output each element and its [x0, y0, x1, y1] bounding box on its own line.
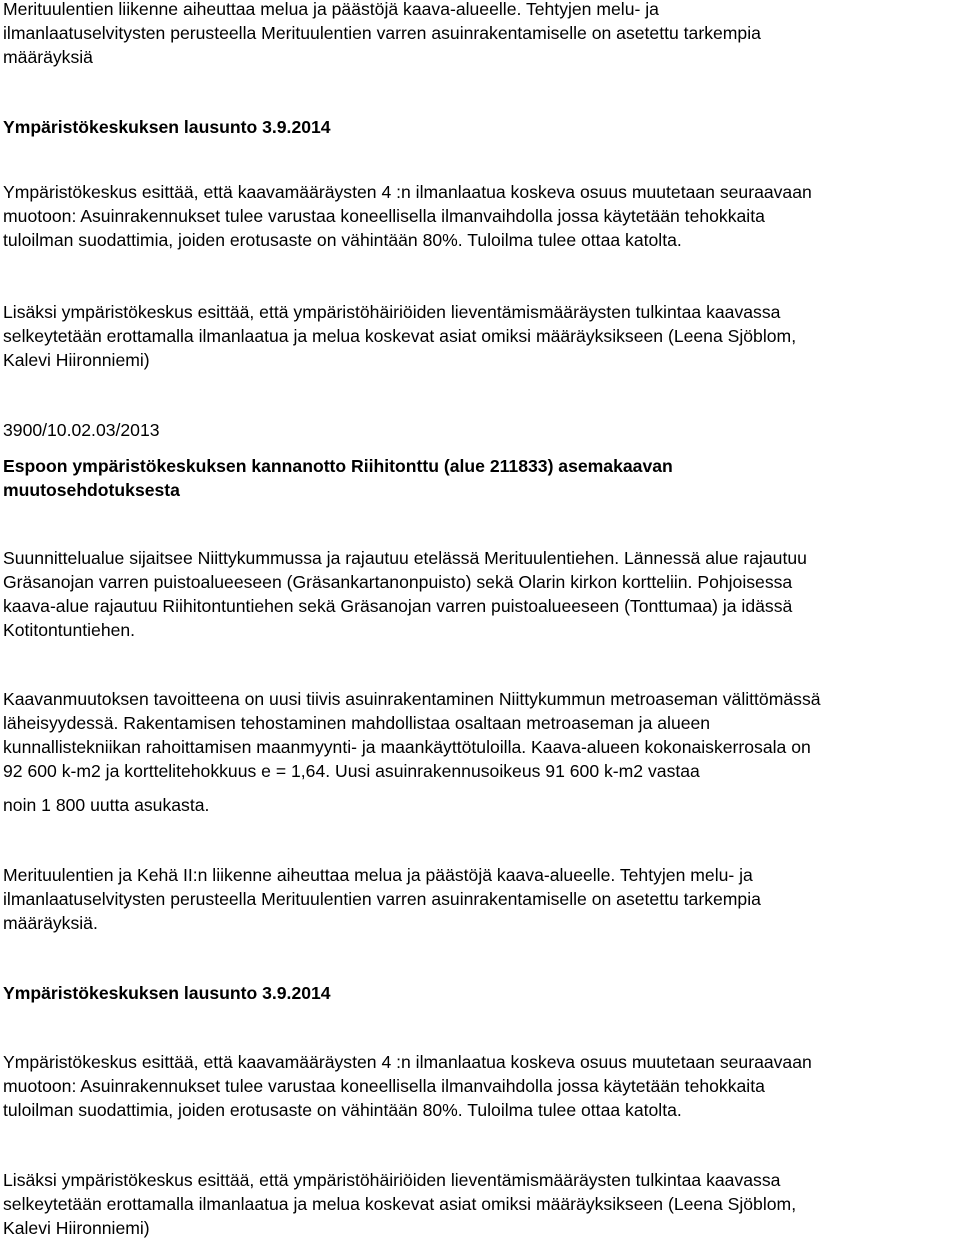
text-line: Ympäristökeskus esittää, että kaavamääräysten 4 :n ilmanlaatua koskeva osuus muutetaan seuraavaan — [3, 1052, 812, 1072]
text-line: tuloilman suodattimia, joiden erotusaste on vähintään 80%. Tuloilma tulee ottaa katolta. — [3, 1100, 682, 1120]
intro-paragraph — [3, 0, 960, 69]
text-line: kunnallistekniikan rahoittamisen maanmyynti- ja maankäyttötuloilla. Kaava-alueen kokonaiskerrosala on — [3, 737, 811, 757]
statement-paragraph — [3, 300, 960, 372]
title-line: Espoon ympäristökeskuksen kannanotto Riihitonttu (alue 211833) asemakaavan — [3, 456, 673, 476]
text-line: tuloilman suodattimia, joiden erotusaste on vähintään 80%. Tuloilma tulee ottaa katolta. — [3, 230, 682, 250]
statement-paragraph — [3, 1050, 960, 1122]
statement-heading: Ympäristökeskuksen lausunto 3.9.2014 — [3, 983, 331, 1003]
text-line: määräyksiä — [3, 47, 93, 67]
text-line: Lisäksi ympäristökeskus esittää, että ympäristöhäiriöiden lieventämismääräysten tulkintaa kaavassa — [3, 302, 781, 322]
text-line: ilmanlaatuselvitysten perusteella Merituulentien varren asuinrakentamiselle on asetettu tarkempia — [3, 889, 761, 909]
text-line: Suunnittelualue sijaitsee Niittykummussa ja rajautuu etelässä Merituulentiehen. Lännessä alue rajautuu — [3, 548, 807, 568]
statement-paragraph — [3, 1168, 960, 1240]
residents-line: noin 1 800 uutta asukasta. — [3, 795, 210, 815]
text-line: Kalevi Hiironniemi) — [3, 350, 150, 370]
text-line: muotoon: Asuinrakennukset tulee varustaa koneellisella ilmanvaihdolla jossa käytetään tehokkaita — [3, 1076, 765, 1096]
traffic-paragraph — [3, 863, 960, 935]
text-line: Kotitontuntiehen. — [3, 620, 136, 640]
location-paragraph — [3, 546, 960, 642]
text-line: 92 600 k-m2 ja korttelitehokkuus e = 1,64. Uusi asuinrakennusoikeus 91 600 k-m2 vastaa — [3, 761, 700, 781]
text-line: selkeytetään erottamalla ilmanlaatua ja melua koskevat asiat omiksi määräyksikseen (Leena Sjöblom, — [3, 1194, 797, 1214]
text-line: Kaavanmuutoksen tavoitteena on uusi tiivis asuinrakentaminen Niittykummun metroaseman välittömässä — [3, 689, 821, 709]
text-line: Gräsanojan varren puistoalueeseen (Gräsankartanonpuisto) sekä Olarin kirkon kortteliin. Pohjoisessa — [3, 572, 793, 592]
text-line: Ympäristökeskus esittää, että kaavamääräysten 4 :n ilmanlaatua koskeva osuus muutetaan seuraavaan — [3, 182, 812, 202]
text-line: kaava-alue rajautuu Riihitontuntiehen sekä Gräsanojan varren puistoalueeseen (Tonttumaa) ja idässä — [3, 596, 793, 616]
text-line: määräyksiä. — [3, 913, 98, 933]
text-line: Lisäksi ympäristökeskus esittää, että ympäristöhäiriöiden lieventämismääräysten tulkintaa kaavassa — [3, 1170, 781, 1190]
text-line: Kalevi Hiironniemi) — [3, 1218, 150, 1238]
statement-paragraph — [3, 180, 960, 252]
statement-heading: Ympäristökeskuksen lausunto 3.9.2014 — [3, 117, 331, 137]
case-number: 3900/10.02.03/2013 — [3, 420, 160, 440]
text-line: Merituulentien ja Kehä II:n liikenne aiheuttaa melua ja päästöjä kaava-alueelle. Tehtyjen melu- ja — [3, 865, 753, 885]
text-line: läheisyydessä. Rakentamisen tehostaminen mahdollistaa osaltaan metroaseman ja alueen — [3, 713, 711, 733]
goal-paragraph — [3, 687, 960, 783]
title-line: muutosehdotuksesta — [3, 480, 180, 500]
text-line: selkeytetään erottamalla ilmanlaatua ja melua koskevat asiat omiksi määräyksikseen (Leena Sjöblom, — [3, 326, 797, 346]
document-title — [3, 454, 960, 502]
text-line: Merituulentien liikenne aiheuttaa melua ja päästöjä kaava-alueelle. Tehtyjen melu- ja — [3, 0, 659, 19]
text-line: ilmanlaatuselvitysten perusteella Merituulentien varren asuinrakentamiselle on asetettu tarkempia — [3, 23, 761, 43]
text-line: muotoon: Asuinrakennukset tulee varustaa koneellisella ilmanvaihdolla jossa käytetään tehokkaita — [3, 206, 765, 226]
